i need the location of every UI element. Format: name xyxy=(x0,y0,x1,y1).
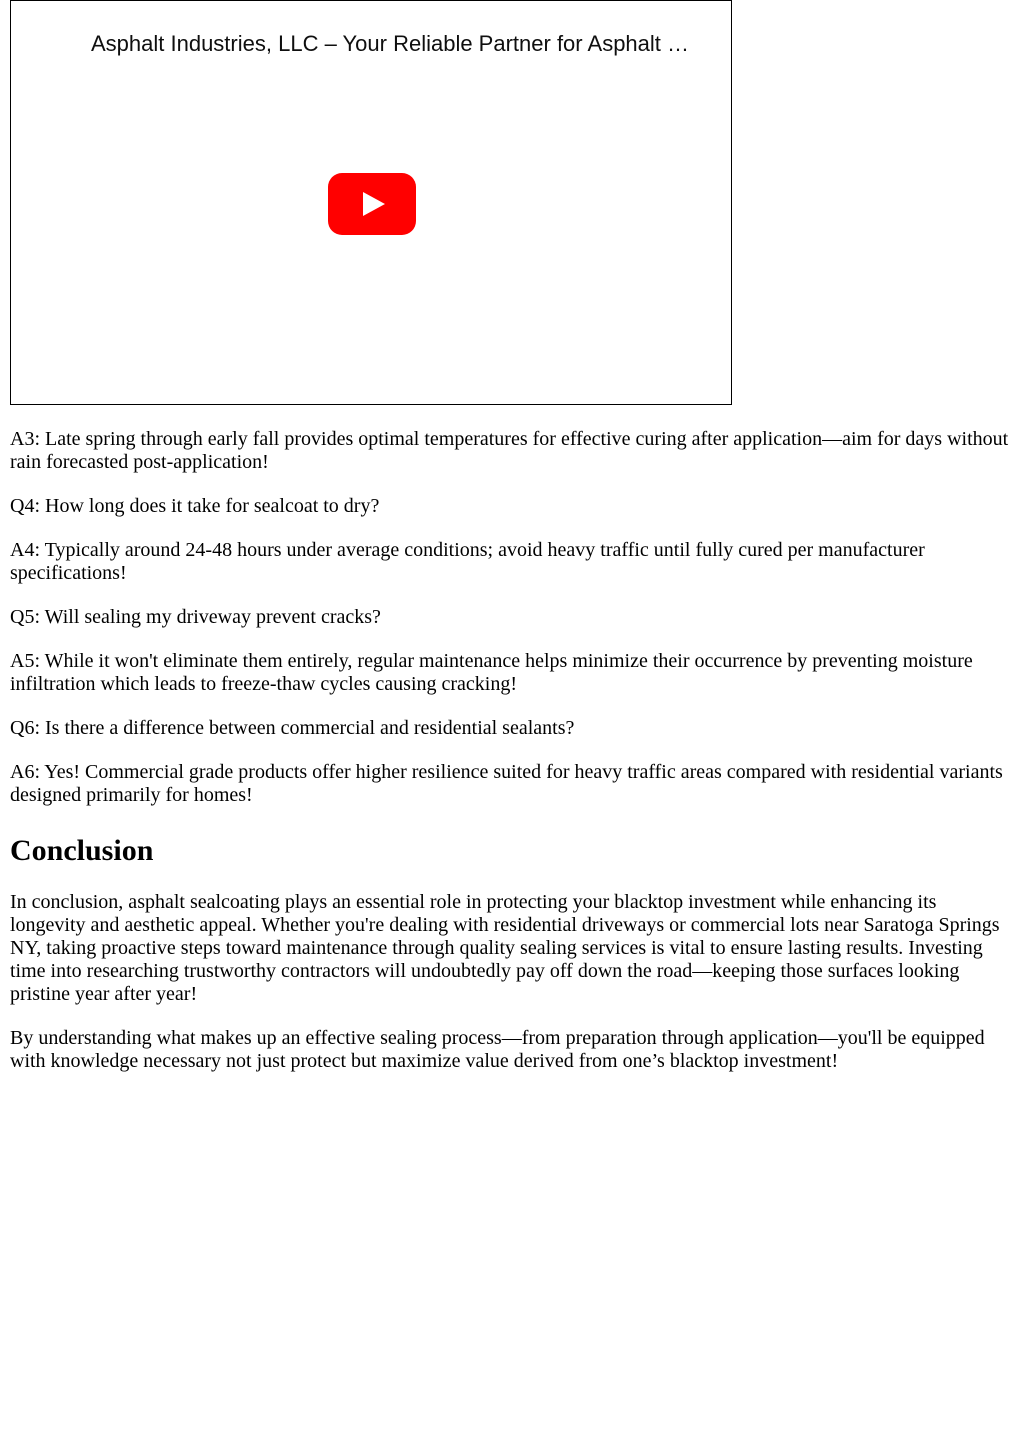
faq-question-6: Q6: Is there a difference between commercial and residential sealants? xyxy=(10,717,575,739)
conclusion-paragraph-1: In conclusion, asphalt sealcoating plays an essential role in protecting your blacktop investment while enhancing its longevity and aesthetic appeal. Whether you're dealing with residential driveways or commercial lots near Saratoga Springs NY, taking proactive steps toward maintenance through quality sealing services is vital to ensure lasting results. Investing time into researching trustworthy contractors will undoubtedly pay off down the road—keeping those surfaces looking pristine year after year! xyxy=(10,891,1000,1005)
faq-question-5: Q5: Will sealing my driveway prevent cracks? xyxy=(10,606,381,628)
conclusion-heading: Conclusion xyxy=(10,834,154,867)
video-title[interactable]: Asphalt Industries, LLC – Your Reliable Partner for Asphalt … xyxy=(91,31,690,56)
conclusion-paragraph-2: By understanding what makes up an effective sealing process—from preparation through application—you'll be equipped with knowledge necessary not just protect but maximize value derived from one’s blacktop investment! xyxy=(10,1027,985,1072)
faq-question-4: Q4: How long does it take for sealcoat to dry? xyxy=(10,495,380,517)
faq-answer-6: A6: Yes! Commercial grade products offer higher resilience suited for heavy traffic areas compared with residential variants designed primarily for homes! xyxy=(10,761,1003,806)
faq-answer-4: A4: Typically around 24-48 hours under average conditions; avoid heavy traffic until fully cured per manufacturer specifications! xyxy=(10,539,925,584)
faq-answer-5: A5: While it won't eliminate them entirely, regular maintenance helps minimize their occurrence by preventing moisture infiltration which leads to freeze-thaw cycles causing cracking! xyxy=(10,650,973,695)
video-embed[interactable] xyxy=(10,0,732,405)
youtube-play-icon[interactable] xyxy=(328,173,416,235)
faq-answer-3: A3: Late spring through early fall provides optimal temperatures for effective curing after application—aim for days without rain forecasted post-application! xyxy=(10,428,1009,473)
